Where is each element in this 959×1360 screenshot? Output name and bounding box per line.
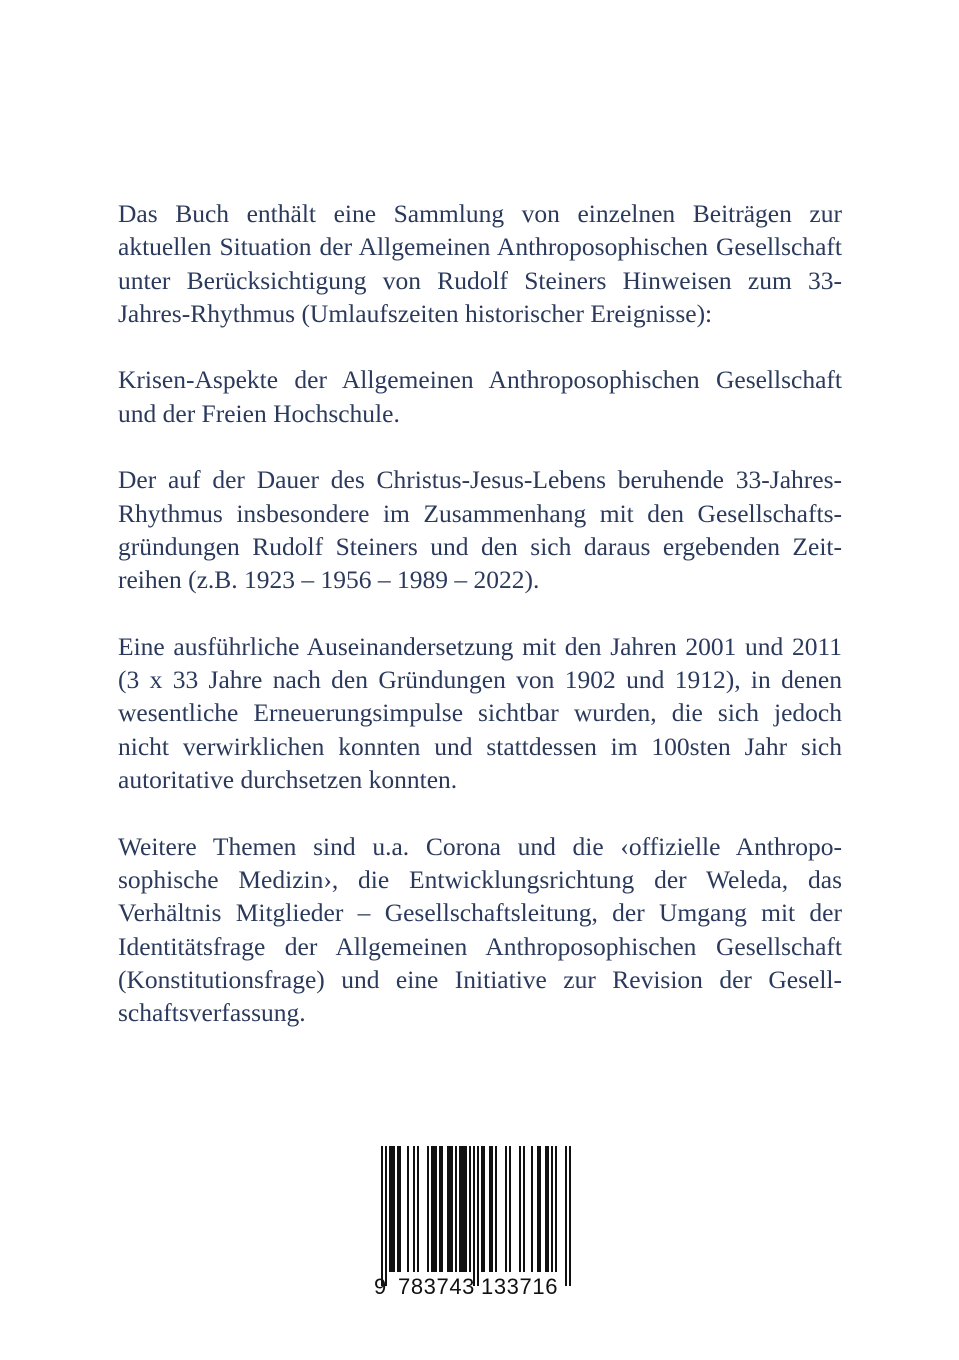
barcode-digit-groups	[398, 1272, 558, 1302]
barcode-bar	[555, 1146, 557, 1272]
barcode-bar	[531, 1146, 533, 1272]
barcode-guard-bar	[565, 1146, 567, 1286]
barcode-bar	[505, 1146, 507, 1272]
barcode-bar	[413, 1146, 415, 1272]
barcode-bar	[539, 1146, 541, 1272]
barcode-bar	[447, 1146, 449, 1272]
barcode-bar	[491, 1146, 493, 1272]
barcode-bar	[389, 1146, 391, 1272]
barcode-bar	[455, 1146, 457, 1272]
barcode-bar	[399, 1146, 401, 1272]
barcode-bar	[393, 1146, 395, 1272]
barcode-bar	[545, 1146, 547, 1272]
barcode-bar	[469, 1146, 471, 1272]
barcode-bar	[523, 1146, 525, 1272]
barcode-bar	[435, 1146, 437, 1272]
barcode-bar	[481, 1146, 483, 1272]
barcode-bar	[391, 1146, 393, 1272]
blurb-paragraph-4: Eine ausführliche Auseinandersetzung mit den Jahren 2001 und 2011 (3 x 33 Jahre nach den Gründungen von 1902 und 1912), in denen wesentliche Erneuerungsimpulse sichtbar wurden, die sich jedoch nicht verwirklichen konnten und stattdessen im 100sten Jahr sich autoritative durchsetzen konnten.	[118, 631, 842, 795]
barcode-bar	[397, 1146, 399, 1272]
barcode-bar	[441, 1146, 443, 1272]
barcode-guard-bar	[381, 1146, 383, 1286]
isbn-barcode	[372, 1142, 578, 1302]
barcode-bar	[407, 1146, 409, 1272]
barcode-bar	[547, 1146, 549, 1272]
barcode-guard-bar	[477, 1146, 479, 1286]
barcode-bar	[551, 1146, 553, 1272]
barcode-bar	[461, 1146, 463, 1272]
barcode-guard-bar	[473, 1146, 475, 1286]
barcode-bar	[463, 1146, 465, 1272]
barcode-right-group: 133716	[481, 1274, 559, 1299]
blurb-paragraph-3: Der auf der Dauer des Christus-Jesus-Lebens beruhende 33-Jahres-Rhythmus insbesondere im Zusammenhang mit den Gesellschaftsgründungen Rudolf Steiners und den sich daraus ergebenden Zeitreihen (z.B. 1923 – 1956 – 1989 – 2022).	[118, 465, 842, 595]
blurb-text	[118, 197, 842, 1063]
blurb-paragraph-5: Weitere Themen sind u.a. Corona und die ‹offizielle Anthroposophische Medizin›, die Entwicklungsrichtung der Weleda, das Verhältnis Mitglieder – Gesellschaftsleitung, der Umgang mit der Identitätsfrage der Allgemeinen Anthroposophischen Gesellschaft (Konstitutionsfrage) und eine Initiative zur Revision der Gesellschaftsverfassung.	[118, 831, 842, 1028]
barcode-bar	[433, 1146, 435, 1272]
barcode-bar	[537, 1146, 539, 1272]
barcode-bar	[431, 1146, 433, 1272]
barcode-bar	[495, 1146, 497, 1272]
barcode-bar	[465, 1146, 467, 1272]
blurb-paragraph-2: Krisen-Aspekte der Allgemeinen Anthroposophischen Gesellschaft und der Freien Hochschule.	[118, 365, 842, 428]
barcode-bar	[417, 1146, 419, 1272]
barcode-bar	[509, 1146, 511, 1272]
barcode-bar	[483, 1146, 485, 1272]
barcode-guard-bar	[569, 1146, 571, 1286]
barcode-bar	[439, 1146, 441, 1272]
barcode-bar	[427, 1146, 429, 1272]
barcode-bar	[449, 1146, 451, 1272]
barcode-first-digit: 9	[374, 1274, 387, 1299]
barcode-left-group: 783743	[398, 1274, 476, 1299]
barcode-bar	[459, 1146, 461, 1272]
blurb-paragraph-1: Das Buch enthält eine Sammlung von einzelnen Beiträgen zur aktuellen Situation der Allgemeinen Anthroposophischen Gesellschaft unter Berücksichtigung von Rudolf Steiners Hinweisen zum 33-Jahres-Rhythmus (Umlaufszeiten historischer Ereignisse):	[118, 199, 842, 328]
barcode-digits	[372, 1272, 578, 1302]
barcode-guard-bar	[385, 1146, 387, 1286]
barcode-bar	[489, 1146, 491, 1272]
barcode-bar	[451, 1146, 453, 1272]
barcode-bar	[519, 1146, 521, 1272]
